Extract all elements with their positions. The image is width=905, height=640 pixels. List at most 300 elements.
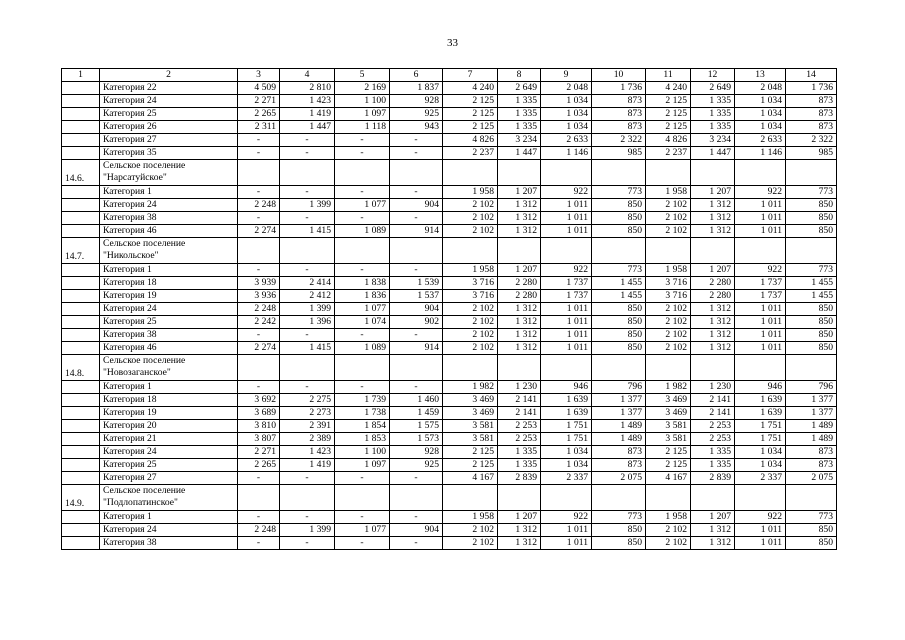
- table-row: [62, 147, 837, 160]
- value-cell: 2 311: [238, 121, 280, 134]
- table-row: [62, 472, 837, 485]
- index-cell: [62, 108, 100, 121]
- value-cell: 873: [592, 95, 646, 108]
- value-cell: 1 335: [691, 95, 735, 108]
- value-cell: 4 167: [443, 472, 498, 485]
- value-cell: 1 982: [646, 381, 691, 394]
- section-row: [62, 485, 837, 511]
- value-cell: 1 489: [592, 433, 646, 446]
- value-cell: 1 207: [498, 264, 541, 277]
- value-cell: 1 011: [541, 329, 592, 342]
- value-cell: 1 335: [498, 459, 541, 472]
- value-cell: 2 102: [443, 199, 498, 212]
- category-name: Категория 25: [100, 108, 238, 121]
- table-row: [62, 446, 837, 459]
- value-cell: 1 573: [390, 433, 443, 446]
- category-name: Категория 46: [100, 225, 238, 238]
- value-cell: 2 125: [646, 95, 691, 108]
- value-cell: -: [390, 186, 443, 199]
- value-cell: 773: [786, 186, 837, 199]
- category-name: Категория 24: [100, 303, 238, 316]
- value-cell: 2 102: [646, 225, 691, 238]
- column-header: 9: [541, 69, 592, 82]
- value-cell: 1 751: [735, 420, 786, 433]
- value-cell: 1 459: [390, 407, 443, 420]
- value-cell: 873: [786, 121, 837, 134]
- index-cell: [62, 316, 100, 329]
- value-cell: 1 077: [335, 303, 390, 316]
- value-cell: 2 253: [498, 420, 541, 433]
- value-cell: 1 751: [735, 433, 786, 446]
- table-row: [62, 121, 837, 134]
- value-cell: 2 102: [443, 212, 498, 225]
- empty-cell: [443, 485, 498, 511]
- category-name: Категория 1: [100, 186, 238, 199]
- value-cell: 773: [786, 511, 837, 524]
- column-header: 4: [280, 69, 335, 82]
- value-cell: 2 275: [280, 394, 335, 407]
- section-index: 14.8.: [62, 355, 100, 381]
- value-cell: 2 280: [498, 290, 541, 303]
- category-name: Категория 38: [100, 537, 238, 550]
- value-cell: 2 391: [280, 420, 335, 433]
- value-cell: -: [335, 134, 390, 147]
- value-cell: 1 419: [280, 459, 335, 472]
- value-cell: 2 102: [646, 537, 691, 550]
- value-cell: 1 312: [498, 537, 541, 550]
- value-cell: 850: [786, 316, 837, 329]
- value-cell: 2 102: [646, 303, 691, 316]
- value-cell: 1 207: [498, 511, 541, 524]
- value-cell: 2 633: [735, 134, 786, 147]
- section-row: [62, 160, 837, 186]
- value-cell: -: [390, 472, 443, 485]
- value-cell: 2 048: [541, 82, 592, 95]
- value-cell: 1 415: [280, 342, 335, 355]
- value-cell: 1 312: [691, 329, 735, 342]
- value-cell: 2 125: [646, 121, 691, 134]
- section-title: Сельское поселение "Подлопатинское": [100, 485, 238, 511]
- category-name: Категория 1: [100, 381, 238, 394]
- value-cell: 2 102: [646, 524, 691, 537]
- value-cell: 1 335: [691, 121, 735, 134]
- category-name: Категория 46: [100, 342, 238, 355]
- value-cell: 1 011: [541, 199, 592, 212]
- category-name: Категория 19: [100, 407, 238, 420]
- value-cell: 2 169: [335, 82, 390, 95]
- value-cell: 3 716: [646, 290, 691, 303]
- index-cell: [62, 212, 100, 225]
- value-cell: 1 539: [390, 277, 443, 290]
- value-cell: 946: [541, 381, 592, 394]
- value-cell: 1 074: [335, 316, 390, 329]
- value-cell: 2 337: [541, 472, 592, 485]
- index-cell: [62, 394, 100, 407]
- value-cell: 1 011: [541, 212, 592, 225]
- value-cell: 985: [592, 147, 646, 160]
- value-cell: 2 253: [498, 433, 541, 446]
- table-row: [62, 212, 837, 225]
- value-cell: 2 839: [498, 472, 541, 485]
- table-row: [62, 381, 837, 394]
- value-cell: 1 335: [691, 108, 735, 121]
- value-cell: 1 335: [498, 95, 541, 108]
- table-row: [62, 186, 837, 199]
- value-cell: 2 125: [443, 95, 498, 108]
- index-cell: [62, 446, 100, 459]
- value-cell: 1 034: [735, 121, 786, 134]
- value-cell: 1 011: [735, 329, 786, 342]
- value-cell: -: [280, 381, 335, 394]
- empty-cell: [646, 238, 691, 264]
- value-cell: 1 312: [691, 342, 735, 355]
- table-row: [62, 225, 837, 238]
- value-cell: 1 034: [541, 95, 592, 108]
- category-name: Категория 18: [100, 277, 238, 290]
- empty-cell: [646, 485, 691, 511]
- value-cell: -: [335, 511, 390, 524]
- value-cell: 1 335: [498, 121, 541, 134]
- value-cell: 1 230: [498, 381, 541, 394]
- value-cell: 1 737: [735, 277, 786, 290]
- empty-cell: [735, 238, 786, 264]
- value-cell: 2 125: [443, 459, 498, 472]
- value-cell: 1 207: [691, 264, 735, 277]
- index-cell: [62, 524, 100, 537]
- value-cell: 2 271: [238, 95, 280, 108]
- column-header: 6: [390, 69, 443, 82]
- value-cell: 904: [390, 303, 443, 316]
- value-cell: 3 689: [238, 407, 280, 420]
- index-cell: [62, 329, 100, 342]
- value-cell: 2 125: [646, 459, 691, 472]
- value-cell: 1 958: [646, 511, 691, 524]
- value-cell: 1 230: [691, 381, 735, 394]
- value-cell: 873: [592, 121, 646, 134]
- value-cell: 1 335: [691, 459, 735, 472]
- value-cell: -: [335, 472, 390, 485]
- value-cell: 2 102: [646, 199, 691, 212]
- value-cell: 873: [786, 459, 837, 472]
- value-cell: 1 312: [498, 524, 541, 537]
- column-header: 10: [592, 69, 646, 82]
- index-cell: [62, 407, 100, 420]
- empty-cell: [335, 485, 390, 511]
- index-cell: [62, 381, 100, 394]
- value-cell: 1 312: [498, 316, 541, 329]
- value-cell: 2 633: [541, 134, 592, 147]
- index-cell: [62, 134, 100, 147]
- value-cell: 2 075: [592, 472, 646, 485]
- empty-cell: [238, 238, 280, 264]
- value-cell: 1 207: [691, 511, 735, 524]
- value-cell: 2 839: [691, 472, 735, 485]
- value-cell: -: [238, 537, 280, 550]
- value-cell: 2 048: [735, 82, 786, 95]
- empty-cell: [786, 485, 837, 511]
- value-cell: 2 102: [443, 329, 498, 342]
- column-header: 8: [498, 69, 541, 82]
- empty-cell: [280, 355, 335, 381]
- value-cell: 873: [592, 459, 646, 472]
- value-cell: 1 455: [592, 277, 646, 290]
- value-cell: 1 097: [335, 108, 390, 121]
- category-name: Категория 1: [100, 264, 238, 277]
- value-cell: 1 575: [390, 420, 443, 433]
- value-cell: 1 335: [498, 446, 541, 459]
- value-cell: 1 097: [335, 459, 390, 472]
- value-cell: 1 312: [691, 316, 735, 329]
- value-cell: 1 958: [646, 264, 691, 277]
- value-cell: 1 077: [335, 199, 390, 212]
- value-cell: -: [280, 186, 335, 199]
- empty-cell: [691, 355, 735, 381]
- empty-cell: [735, 160, 786, 186]
- value-cell: 1 489: [592, 420, 646, 433]
- value-cell: -: [335, 147, 390, 160]
- column-header: 1: [62, 69, 100, 82]
- empty-cell: [390, 238, 443, 264]
- value-cell: -: [238, 472, 280, 485]
- table-row: [62, 95, 837, 108]
- empty-cell: [541, 160, 592, 186]
- value-cell: 2 141: [498, 407, 541, 420]
- column-header: 2: [100, 69, 238, 82]
- value-cell: 850: [786, 199, 837, 212]
- value-cell: 946: [735, 381, 786, 394]
- value-cell: 850: [786, 537, 837, 550]
- empty-cell: [691, 485, 735, 511]
- value-cell: -: [280, 329, 335, 342]
- value-cell: 3 716: [443, 290, 498, 303]
- value-cell: 1 312: [498, 199, 541, 212]
- column-header-row: [62, 69, 837, 82]
- value-cell: -: [335, 264, 390, 277]
- value-cell: 1 982: [443, 381, 498, 394]
- value-cell: 3 716: [646, 277, 691, 290]
- value-cell: 873: [786, 108, 837, 121]
- value-cell: 1 011: [541, 342, 592, 355]
- category-name: Категория 19: [100, 290, 238, 303]
- value-cell: 1 146: [735, 147, 786, 160]
- value-cell: 1 377: [786, 394, 837, 407]
- category-name: Категория 21: [100, 433, 238, 446]
- value-cell: 850: [592, 537, 646, 550]
- tariff-table: [61, 68, 837, 550]
- value-cell: 1 011: [735, 537, 786, 550]
- empty-cell: [646, 355, 691, 381]
- value-cell: 1 739: [335, 394, 390, 407]
- value-cell: 1 737: [541, 290, 592, 303]
- value-cell: 850: [592, 316, 646, 329]
- value-cell: 1 011: [735, 524, 786, 537]
- value-cell: 2 237: [646, 147, 691, 160]
- value-cell: 1 958: [443, 511, 498, 524]
- value-cell: 2 102: [443, 342, 498, 355]
- value-cell: -: [335, 186, 390, 199]
- value-cell: 1 312: [691, 212, 735, 225]
- category-name: Категория 38: [100, 329, 238, 342]
- value-cell: 1 455: [786, 290, 837, 303]
- value-cell: 873: [592, 108, 646, 121]
- value-cell: 1 447: [280, 121, 335, 134]
- empty-cell: [786, 160, 837, 186]
- value-cell: 1 639: [735, 407, 786, 420]
- column-header: 3: [238, 69, 280, 82]
- value-cell: -: [280, 472, 335, 485]
- category-name: Категория 25: [100, 459, 238, 472]
- index-cell: [62, 277, 100, 290]
- value-cell: 1 455: [592, 290, 646, 303]
- value-cell: 1 447: [498, 147, 541, 160]
- value-cell: 1 312: [691, 537, 735, 550]
- value-cell: 1 423: [280, 95, 335, 108]
- value-cell: 1 958: [443, 264, 498, 277]
- value-cell: 3 692: [238, 394, 280, 407]
- value-cell: 2 274: [238, 342, 280, 355]
- value-cell: -: [335, 212, 390, 225]
- value-cell: 922: [541, 186, 592, 199]
- table-row: [62, 511, 837, 524]
- value-cell: -: [280, 147, 335, 160]
- value-cell: 850: [786, 524, 837, 537]
- value-cell: 1 639: [735, 394, 786, 407]
- value-cell: 1 011: [735, 316, 786, 329]
- value-cell: 4 826: [646, 134, 691, 147]
- empty-cell: [786, 238, 837, 264]
- value-cell: 2 389: [280, 433, 335, 446]
- page-number: 33: [447, 37, 458, 49]
- value-cell: 2 322: [592, 134, 646, 147]
- value-cell: -: [280, 212, 335, 225]
- value-cell: 3 810: [238, 420, 280, 433]
- value-cell: 1 737: [541, 277, 592, 290]
- value-cell: 925: [390, 459, 443, 472]
- value-cell: 1 396: [280, 316, 335, 329]
- empty-cell: [691, 160, 735, 186]
- value-cell: 3 936: [238, 290, 280, 303]
- value-cell: 1 423: [280, 446, 335, 459]
- value-cell: 2 253: [691, 420, 735, 433]
- value-cell: 873: [592, 446, 646, 459]
- value-cell: 4 167: [646, 472, 691, 485]
- value-cell: -: [280, 537, 335, 550]
- value-cell: 1 460: [390, 394, 443, 407]
- value-cell: 2 248: [238, 524, 280, 537]
- value-cell: 3 469: [646, 407, 691, 420]
- value-cell: 1 455: [786, 277, 837, 290]
- value-cell: 773: [592, 511, 646, 524]
- value-cell: 1 738: [335, 407, 390, 420]
- value-cell: 850: [592, 524, 646, 537]
- table-row: [62, 82, 837, 95]
- value-cell: 3 234: [691, 134, 735, 147]
- value-cell: -: [280, 264, 335, 277]
- value-cell: 773: [592, 186, 646, 199]
- table-row: [62, 316, 837, 329]
- empty-cell: [443, 355, 498, 381]
- empty-cell: [238, 485, 280, 511]
- value-cell: 1 415: [280, 225, 335, 238]
- value-cell: 902: [390, 316, 443, 329]
- category-name: Категория 24: [100, 524, 238, 537]
- value-cell: 1 639: [541, 394, 592, 407]
- section-title: Сельское поселение "Нарсатуйское": [100, 160, 238, 186]
- section-row: [62, 238, 837, 264]
- column-header: 7: [443, 69, 498, 82]
- value-cell: -: [390, 212, 443, 225]
- column-header: 14: [786, 69, 837, 82]
- index-cell: [62, 472, 100, 485]
- value-cell: 943: [390, 121, 443, 134]
- table-row: [62, 108, 837, 121]
- value-cell: 1 011: [735, 199, 786, 212]
- value-cell: 1 312: [498, 329, 541, 342]
- value-cell: 850: [592, 342, 646, 355]
- value-cell: 2 414: [280, 277, 335, 290]
- section-title: Сельское поселение "Новозаганское": [100, 355, 238, 381]
- value-cell: -: [390, 264, 443, 277]
- value-cell: -: [238, 212, 280, 225]
- value-cell: 1 312: [498, 212, 541, 225]
- table-row: [62, 537, 837, 550]
- value-cell: 850: [592, 329, 646, 342]
- value-cell: 1 034: [541, 108, 592, 121]
- column-header: 5: [335, 69, 390, 82]
- value-cell: -: [238, 147, 280, 160]
- table-row: [62, 420, 837, 433]
- section-index: 14.9.: [62, 485, 100, 511]
- value-cell: 2 253: [691, 433, 735, 446]
- value-cell: 1 011: [735, 212, 786, 225]
- value-cell: 1 447: [691, 147, 735, 160]
- value-cell: 1 399: [280, 199, 335, 212]
- value-cell: -: [280, 134, 335, 147]
- empty-cell: [786, 355, 837, 381]
- value-cell: 3 234: [498, 134, 541, 147]
- table-row: [62, 524, 837, 537]
- value-cell: 1 011: [541, 303, 592, 316]
- value-cell: 2 102: [443, 225, 498, 238]
- value-cell: 2 102: [443, 537, 498, 550]
- index-cell: [62, 420, 100, 433]
- empty-cell: [735, 485, 786, 511]
- value-cell: 2 280: [691, 290, 735, 303]
- category-name: Категория 18: [100, 394, 238, 407]
- value-cell: 1 089: [335, 342, 390, 355]
- category-name: Категория 24: [100, 446, 238, 459]
- table-row: [62, 277, 837, 290]
- value-cell: 985: [786, 147, 837, 160]
- value-cell: 2 102: [443, 524, 498, 537]
- value-cell: 2 649: [691, 82, 735, 95]
- value-cell: 2 102: [646, 342, 691, 355]
- value-cell: 3 581: [646, 420, 691, 433]
- value-cell: 1 034: [541, 121, 592, 134]
- value-cell: 1 836: [335, 290, 390, 303]
- value-cell: 850: [592, 225, 646, 238]
- index-cell: [62, 225, 100, 238]
- empty-cell: [280, 238, 335, 264]
- value-cell: 928: [390, 95, 443, 108]
- value-cell: 1 838: [335, 277, 390, 290]
- value-cell: 4 240: [443, 82, 498, 95]
- value-cell: 1 399: [280, 524, 335, 537]
- empty-cell: [541, 238, 592, 264]
- value-cell: 2 125: [443, 108, 498, 121]
- value-cell: 850: [786, 212, 837, 225]
- empty-cell: [541, 355, 592, 381]
